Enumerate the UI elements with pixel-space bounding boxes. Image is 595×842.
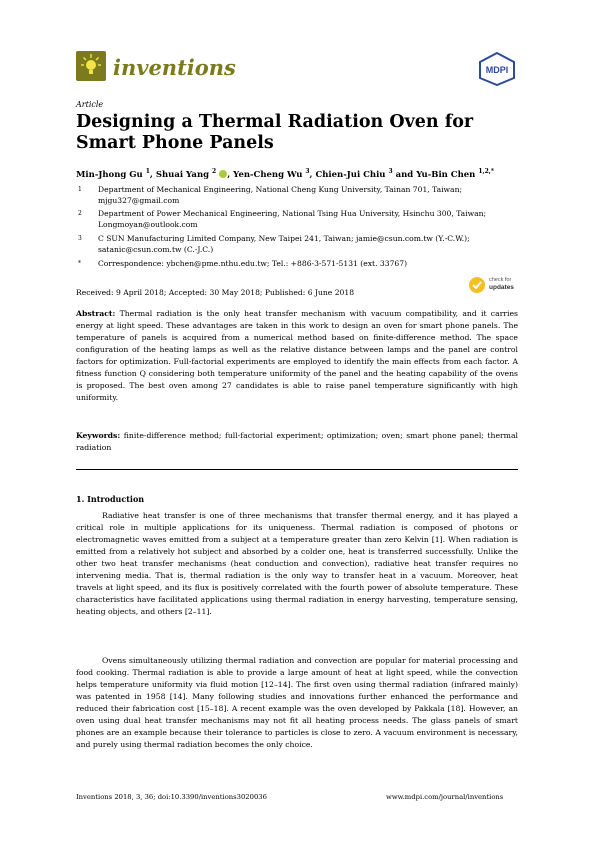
check-for-updates-button[interactable]	[468, 274, 518, 296]
abstract-label: Abstract:	[76, 309, 116, 318]
keywords-text: finite-difference method; full-factorial experiment; optimization; oven; smart phone panel; thermal radiation	[76, 431, 519, 452]
article-title: Designing a Thermal Radiation Oven for Smart Phone Panels	[76, 112, 474, 153]
author-sup: 3	[388, 168, 393, 175]
author-list: Min-Jhong Gu $^1$, Shuai Yang $^2$ , Yen-Cheng Wu $^3$, Chien-Jui Chiu $^3$ and Yu-Bin Chen $^{1,2,*}$	[76, 168, 494, 180]
author-name: Yu-Bin Chen	[416, 169, 476, 180]
keywords	[76, 430, 518, 454]
affiliation-number: 3	[78, 235, 82, 242]
abstract-text: Thermal radiation is the only heat transfer mechanism with vacuum compatibility, and it carries energy at light speed. These advantages are taken in this work to design an oven for smart phone panels. The temperature of panels is acquired from a numerical method based on finite-difference method. The space configuration of the heating lamps as well as the relative distance between lamps and the panel are control factors for optimization. Full-factorial experiments are employed to identify the main effects from each factor. A fitness function Q considering both temperature uniformity of the panel and the heating capability of the ovens is proposed. The best oven among 27 candidates is able to raise panel temperature significantly with high uniformity.	[76, 309, 518, 402]
author-sup: 1	[145, 168, 150, 175]
affiliation-number: *	[78, 260, 81, 267]
paragraph-2: Ovens simultaneously utilizing thermal radiation and convection are popular for material processing and food cooking. Thermal radiation is able to provide a large amount of heat at light speed, while the convection helps temperature uniformity via fluid motion [12–14]. The first oven using thermal radiation (infrared mainly) was patented in 1958 [14]. Many following studies and innovations further enhanced the performance and reduced their fabrication cost [15–18]. A recent example was the oven developed by Pakkala [18]. However, an oven using dual heat transfer mechanisms may not fit all heating process needs. The glass panels of smart phones are an example because their tolerance to particles is close to zero. A vacuum environment is necessary, and purely using thermal radiation becomes the only choice.	[76, 656, 518, 749]
author-sup: 1,2,*	[478, 168, 494, 175]
check-updates-line1: check for	[489, 277, 512, 283]
footer-citation: Inventions 2018, 3, 36; doi:10.3390/inventions3020036	[76, 793, 267, 801]
author-sup: 3	[305, 168, 310, 175]
footer-url[interactable]: www.mdpi.com/journal/inventions	[386, 793, 504, 801]
paragraph-1: Radiative heat transfer is one of three mechanisms that transfer thermal energy, and it has played a critical role in multiple applications for its uniqueness. Thermal radiation is composed of photons or electromagnetic waves emitted from a subject at a temperature greater than zero Kelvin [1]. When radiation is emitted from a relatively hot subject and absorbed by a colder one, heat is transferred successfully. Unlike the other two heat transfer mechanisms (heat conduction and convection), radiative heat transfer requires no intervening media. That is, thermal radiation is the only way to transfer heat in a vacuum. Moreover, heat travels at light speed, and its flux is positively correlated with the fourth power of absolute temperature. These characteristics have facilitated applications using thermal radiation in energy harvesting, temperature sensing, heating objects, and others [2–11].	[76, 511, 518, 616]
section-heading: 1. Introduction	[76, 494, 145, 504]
mdpi-logo-icon[interactable]	[477, 52, 517, 86]
affiliation-number: 2	[78, 210, 82, 217]
check-updates-icon	[468, 276, 486, 294]
mdpi-logo-text: MDPI	[485, 65, 509, 75]
affiliation-text: Department of Mechanical Engineering, National Cheng Kung University, Tainan 701, Taiwan; mjgu327@gmail.com	[98, 185, 463, 205]
check-updates-line2: updates	[489, 284, 514, 291]
author-name: Chien-Jui Chiu	[315, 169, 386, 180]
article-type: Article	[76, 100, 104, 109]
keywords-label: Keywords:	[76, 431, 121, 440]
abstract	[76, 308, 518, 404]
publication-dates: Received: 9 April 2018; Accepted: 30 May 2018; Published: 6 June 2018	[76, 288, 355, 297]
orcid-icon[interactable]	[219, 170, 227, 178]
author-name: Yen-Cheng Wu	[233, 169, 303, 180]
affiliation-number: 1	[78, 186, 82, 193]
author-name: Min-Jhong Gu	[76, 169, 143, 180]
affiliation-text: Correspondence: ybchen@pme.nthu.edu.tw; Tel.: +886-3-571-5131 (ext. 33767)	[98, 259, 408, 268]
journal-name[interactable]: inventions	[113, 55, 236, 80]
affiliation-text: Department of Power Mechanical Engineering, National Tsing Hua University, Hsinchu 300, Taiwan; Longmoyan@outlook.com	[98, 209, 487, 229]
author-name: Shuai Yang	[155, 169, 210, 180]
author-sup: 2	[212, 168, 217, 175]
affiliation-text: C SUN Manufacturing Limited Company, New Taipei 241, Taiwan; jamie@csun.com.tw (Y.-C.W.); satanic@csun.com.tw (C.-J.C.)	[98, 234, 470, 254]
divider	[76, 469, 518, 470]
journal-logo-icon	[76, 51, 106, 81]
